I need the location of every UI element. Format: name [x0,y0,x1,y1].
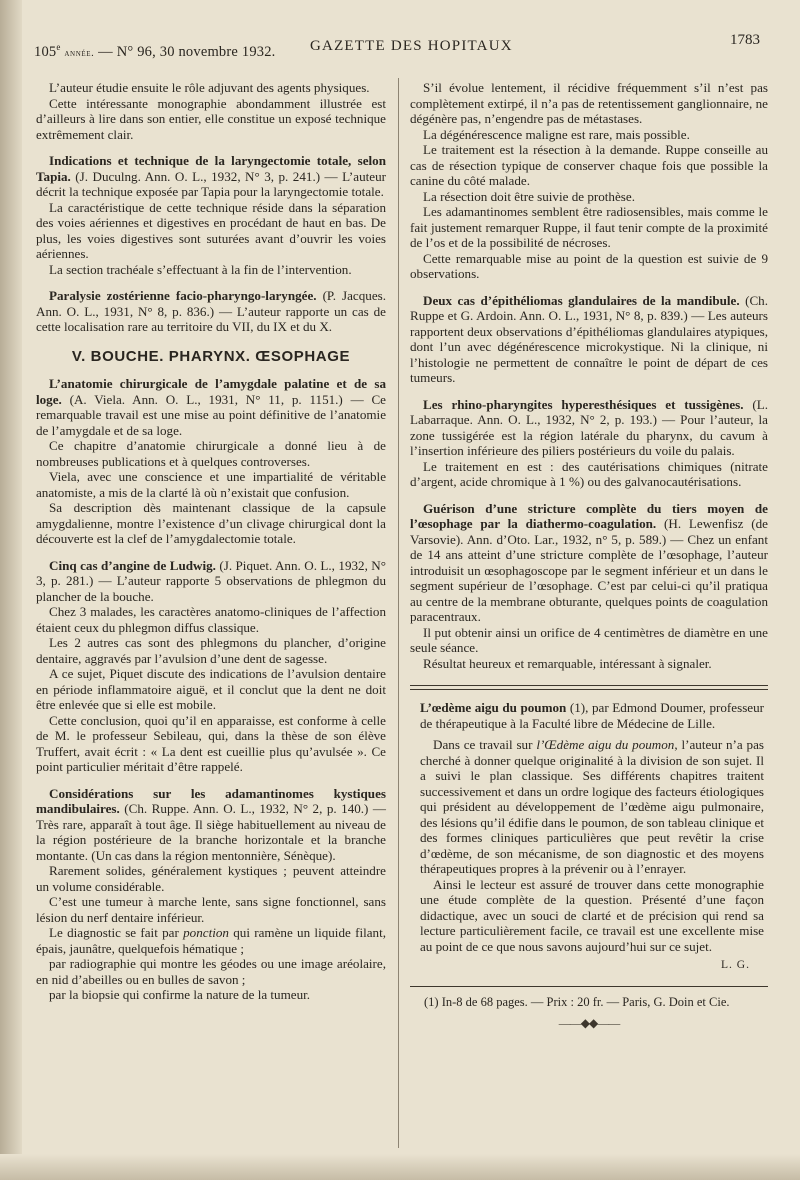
paragraph: La section trachéale s’effectuant à la fin de l’intervention. [49,261,352,277]
paragraph: Les adamantinomes semblent être radiosensibles, mais comme le fait justement remarquer Ruppe, il faut tenir compte de la proximité de l’os et de la possibilité de nécroses. [410,204,768,250]
right-column [410,80,768,1032]
article-reference: (Ch. Ruppe. Ann. O. L., 1932, N° 2, p. 140.) — [119,801,386,816]
paragraph: Résultat heureux et remarquable, intéressant à signaler. [423,655,712,671]
review-heading: L’œdème aigu du poumon (1), par Edmond Doumer, professeur de thérapeutique à la Faculté libre de Médecine de Lille. [420,700,765,731]
article-title: Cinq cas d’angine de Ludwig. [49,557,216,573]
paragraph: Cette remarquable mise au point de la question est suivie de 9 observations. [410,250,768,281]
article-reference: (J. Piquet. Ann. O. L., 1932, N° 3, p. 281.) — [36,557,386,588]
paragraph: Ainsi le lecteur est assuré de trouver dans cette monographie une étude complète de la question. Présenté d’une façon didactique, avec un souci de clarté et de précision qui rend sa lecture particulièrement facile, ce travail est une excellente mise au point de ce que nous savons aujourd’hui sur ce sujet. [420,876,764,954]
article-title: Indications et technique de la laryngectomie totale, selon Tapia. [36,153,386,184]
paragraph: Ce chapitre d’anatomie chirurgicale a donné lieu à de nombreuses publications et à quelques controverses. [36,438,386,469]
left-column [36,80,386,1003]
article-adamantinomes: Considérations sur les adamantinomes kystiques mandibulaires. (Ch. Ruppe. Ann. O. L., 1932, N° 2, p. 140.) — Très rare, apparaît à tout âge. Il siège habituellement au niveau de la région postérieure de la branche horizontale et la branche montante. (Un cas dans la région mentonnière, Sénèque). [36,785,386,863]
article-reference: (H. Lewenfisz (de Varsovie). Ann. d’Oto. Lar., 1932, n° 5, p. 589.) — [410,516,768,547]
article-rhino-pharyngites: Les rhino-pharyngites hyperesthésiques et tussigènes. (L. Labarraque. Ann. O. L., 1932, N° 2, p. 193.) — Pour l’auteur, la zone tussigérée est la région latérale du pharynx, du cavum à l’insertion inférieure des piliers postérieurs du voile du palais. [410,396,769,458]
book-review [410,700,768,974]
page-binding-shadow [0,0,22,1180]
paragraph: Rarement solides, généralement kystiques ; peuvent atteindre un volume considérable. [36,863,386,894]
article-reference: (P. Jacques. Ann. O. L., 1931, N° 8, p. 836.) — [36,288,386,319]
page-bottom-shadow [0,1154,800,1180]
article-zosterienne: Paralysie zostérienne facio-pharyngo-laryngée. (P. Jacques. Ann. O. L., 1931, N° 8, p. 836.) — L’auteur rapporte un cas de cette localisation rare au territoire du VII, du IX et du X. [36,288,386,334]
article-ludwig: Cinq cas d’angine de Ludwig. (J. Piquet. Ann. O. L., 1932, N° 3, p. 281.) — L’auteur rapporte 5 observations de phlegmon du plancher de la bouche. [36,557,386,604]
paragraph: A ce sujet, Piquet discute des indications de l’avulsion dentaire en période inflammatoire aiguë, et il conclut que la dent ne doit être enlevée que si elle est mobile. [36,666,386,712]
paragraph: La résection doit être suivie de prothèse. [423,188,635,204]
paragraph: La dégénérescence maligne est rare, mais possible. [423,126,690,142]
paragraph: Chez 3 malades, les caractères anatomo-cliniques de l’affection étaient ceux du phlegmon diffus classique. [36,604,386,635]
paragraph: par radiographie qui montre les géodes ou une image aréolaire, en nid d’abeilles ou en bulles de savon ; [36,956,386,987]
article-epitheliomas: Deux cas d’épithéliomas glandulaires de la mandibule. (Ch. Ruppe et G. Ardoin. Ann. O. L., 1931, N° 8, p. 839.) — Les auteurs rapportent deux observations d’épithéliomas glandulaires atypiques, dont l’un avec dégénérescence microkystique. Ni la clinique, ni l’histologie ne permettent de connaître le point de départ de ces tumeurs. [410,292,769,385]
page-header [34,32,760,60]
article-tapia: Indications et technique de la laryngectomie totale, selon Tapia. (J. Duculng. Ann. O. L., 1932, N° 3, p. 241.) — L’auteur décrit la technique exposée par Tapia pour la laryngectomie totale. [36,153,386,199]
paragraph: Les 2 autres cas sont des phlegmons du plancher, d’origine dentaire, aggravés par l’avulsion d’une dent de sagesse. [36,635,386,666]
section-heading: V. BOUCHE. PHARYNX. ŒSOPHAGE [71,347,351,365]
paragraph: L’auteur étudie ensuite le rôle adjuvant des agents physiques. [49,80,370,95]
review-author: par Edmond Doumer, professeur de thérapeutique à la Faculté libre de Médecine de Lille. [420,700,765,731]
column-divider [398,78,399,1148]
paragraph: Le traitement en est : des cautérisations chimiques (nitrate d’argent, acide chromique à 1 %) ou des galvanocautérisations. [410,458,768,489]
review-title: L’œdème aigu du poumon [420,700,567,715]
review-signature: L. G. [721,959,750,971]
paragraph: par la biopsie qui confirme la nature de la tumeur. [49,987,311,1002]
paragraph: Viela, avec une conscience et une impartialité de véritable anatomiste, a mis de la clarté là où n’existait que confusion. [36,469,386,500]
article-title: L’anatomie chirurgicale de l’amygdale palatine et de sa loge. [36,376,386,407]
paragraph: C’est une tumeur à marche lente, sans signe fonctionnel, sans lésion du nerf dentaire inférieur. [36,894,386,925]
article-reference: (L. Labarraque. Ann. O. L., 1932, N° 2, p. 193.) — [410,396,769,427]
article-stricture: Guérison d’une stricture complète du tiers moyen de l’œsophage par la diathermo-coagulation. (H. Lewenfisz (de Varsovie). Ann. d’Oto. Lar., 1932, n° 5, p. 589.) — Chez un enfant de 14 ans atteint d’une stricture complète de l’œsophage, l’auteur introduisit un œsophagoscope par le segment inférieur et un dans le segment supérieur de l’œsophage. C’est par celui-ci qu’il pratiqua au centre de la membrane obturante, quelques points de coagulation paracentraux. [410,500,768,624]
article-title: Guérison d’une stricture complète du tiers moyen de l’œsophage par la diathermo-coagulation. [410,500,768,531]
page-number: 1783 [730,32,760,48]
paragraph: Cette intéressante monographie abondamment illustrée est d’ailleurs à lire dans son entier, elle constitue un exposé technique extrêmement clair. [36,95,386,142]
article-title: Considérations sur les adamantinomes kystiques mandibulaires. [36,785,386,816]
paragraph: S’il évolue lentement, il récidive fréquemment s’il n’est pas complètement extirpé, il n’a pas de retentissement ganglionnaire, ne dégénère pas, n’engendre pas de métastases. [410,80,768,126]
paragraph: Il put obtenir ainsi un orifice de 4 centimètres de diamètre en une seule séance. [410,624,768,655]
article-title: Deux cas d’épithéliomas glandulaires de la mandibule. [423,292,740,308]
paragraph: Le traitement est la résection à la demande. Ruppe conseille au cas de résection typique de conserver chaque fois que possible la canine du côté malade. [410,142,768,188]
ornament-divider: ——◆◆—— [558,1016,620,1030]
article-title: Paralysie zostérienne facio-pharyngo-laryngée. [49,288,317,303]
paragraph: Sa description dès maintenant classique de la capsule amygdalienne, montre l’existence d’un clivage chirurgical dont la découverte est la clef de l’amygdalectomie totale. [36,500,386,546]
article-amygdale: L’anatomie chirurgicale de l’amygdale palatine et de sa loge. (A. Viela. Ann. O. L., 1931, N° 11, p. 1151.) — Ce remarquable travail est une mise au point définitive de l’anatomie de l’amygdale et de sa loge. [36,376,386,438]
article-title: Les rhino-pharyngites hyperesthésiques et tussigènes. [423,396,744,412]
paragraph: Le diagnostic se fait par ponction qui ramène un liquide filant, épais, jaunâtre, quelquefois hématique ; [36,925,386,956]
footnote-rule [410,986,768,987]
article-reference: (A. Viela. Ann. O. L., 1931, N° 11, p. 1151.) — [61,391,364,407]
paragraph: Dans ce travail sur l’Œdème aigu du poumon, l’auteur n’a pas cherché à donner quelque originalité à la division de son sujet. Il a suivi le plan classique. Ses différents chapitres traitent successivement et dans un ordre logique des facteurs étiologiques qui président au développement de l’œdème aigu pulmonaire, des lésions qu’il édifie dans le poumon, de son tableau clinique et des formes cliniques particulières que peut revêtir la crise d’œdème, de son mécanisme, de son diagnostic et des moyens thérapeutiques propres à la prévenir ou à l’enrayer. [420,737,765,876]
paragraph: Cette conclusion, quoi qu’il en apparaisse, est conforme à celle de M. le professeur Sebileau, qui, dans la thèse de son élève Truffert, avait écrit : « La dent est cueillie plus qu’avulsée ». Ce point particulier méritait d’être rappelé. [36,712,386,774]
journal-title: GAZETTE DES HOPITAUX [310,38,513,54]
article-reference: (J. Duculng. Ann. O. L., 1932, N° 3, p. 241.) — [70,168,338,184]
issue-line: 105e année. — N° 96, 30 novembre 1932. [34,42,276,60]
article-reference: (Ch. Ruppe et G. Ardoin. Ann. O. L., 1931, N° 8, p. 839.) — [410,292,768,323]
double-rule [410,685,768,690]
footnote: (1) In-8 de 68 pages. — Prix : 20 fr. — Paris, G. Doin et Cie. [424,994,730,1009]
paragraph: La caractéristique de cette technique réside dans la séparation des voies aériennes et digestives en procédant de haut en bas. De plus, les voies digestives sont suturées avant d’ouvrir les voies aériennes. [36,199,386,261]
